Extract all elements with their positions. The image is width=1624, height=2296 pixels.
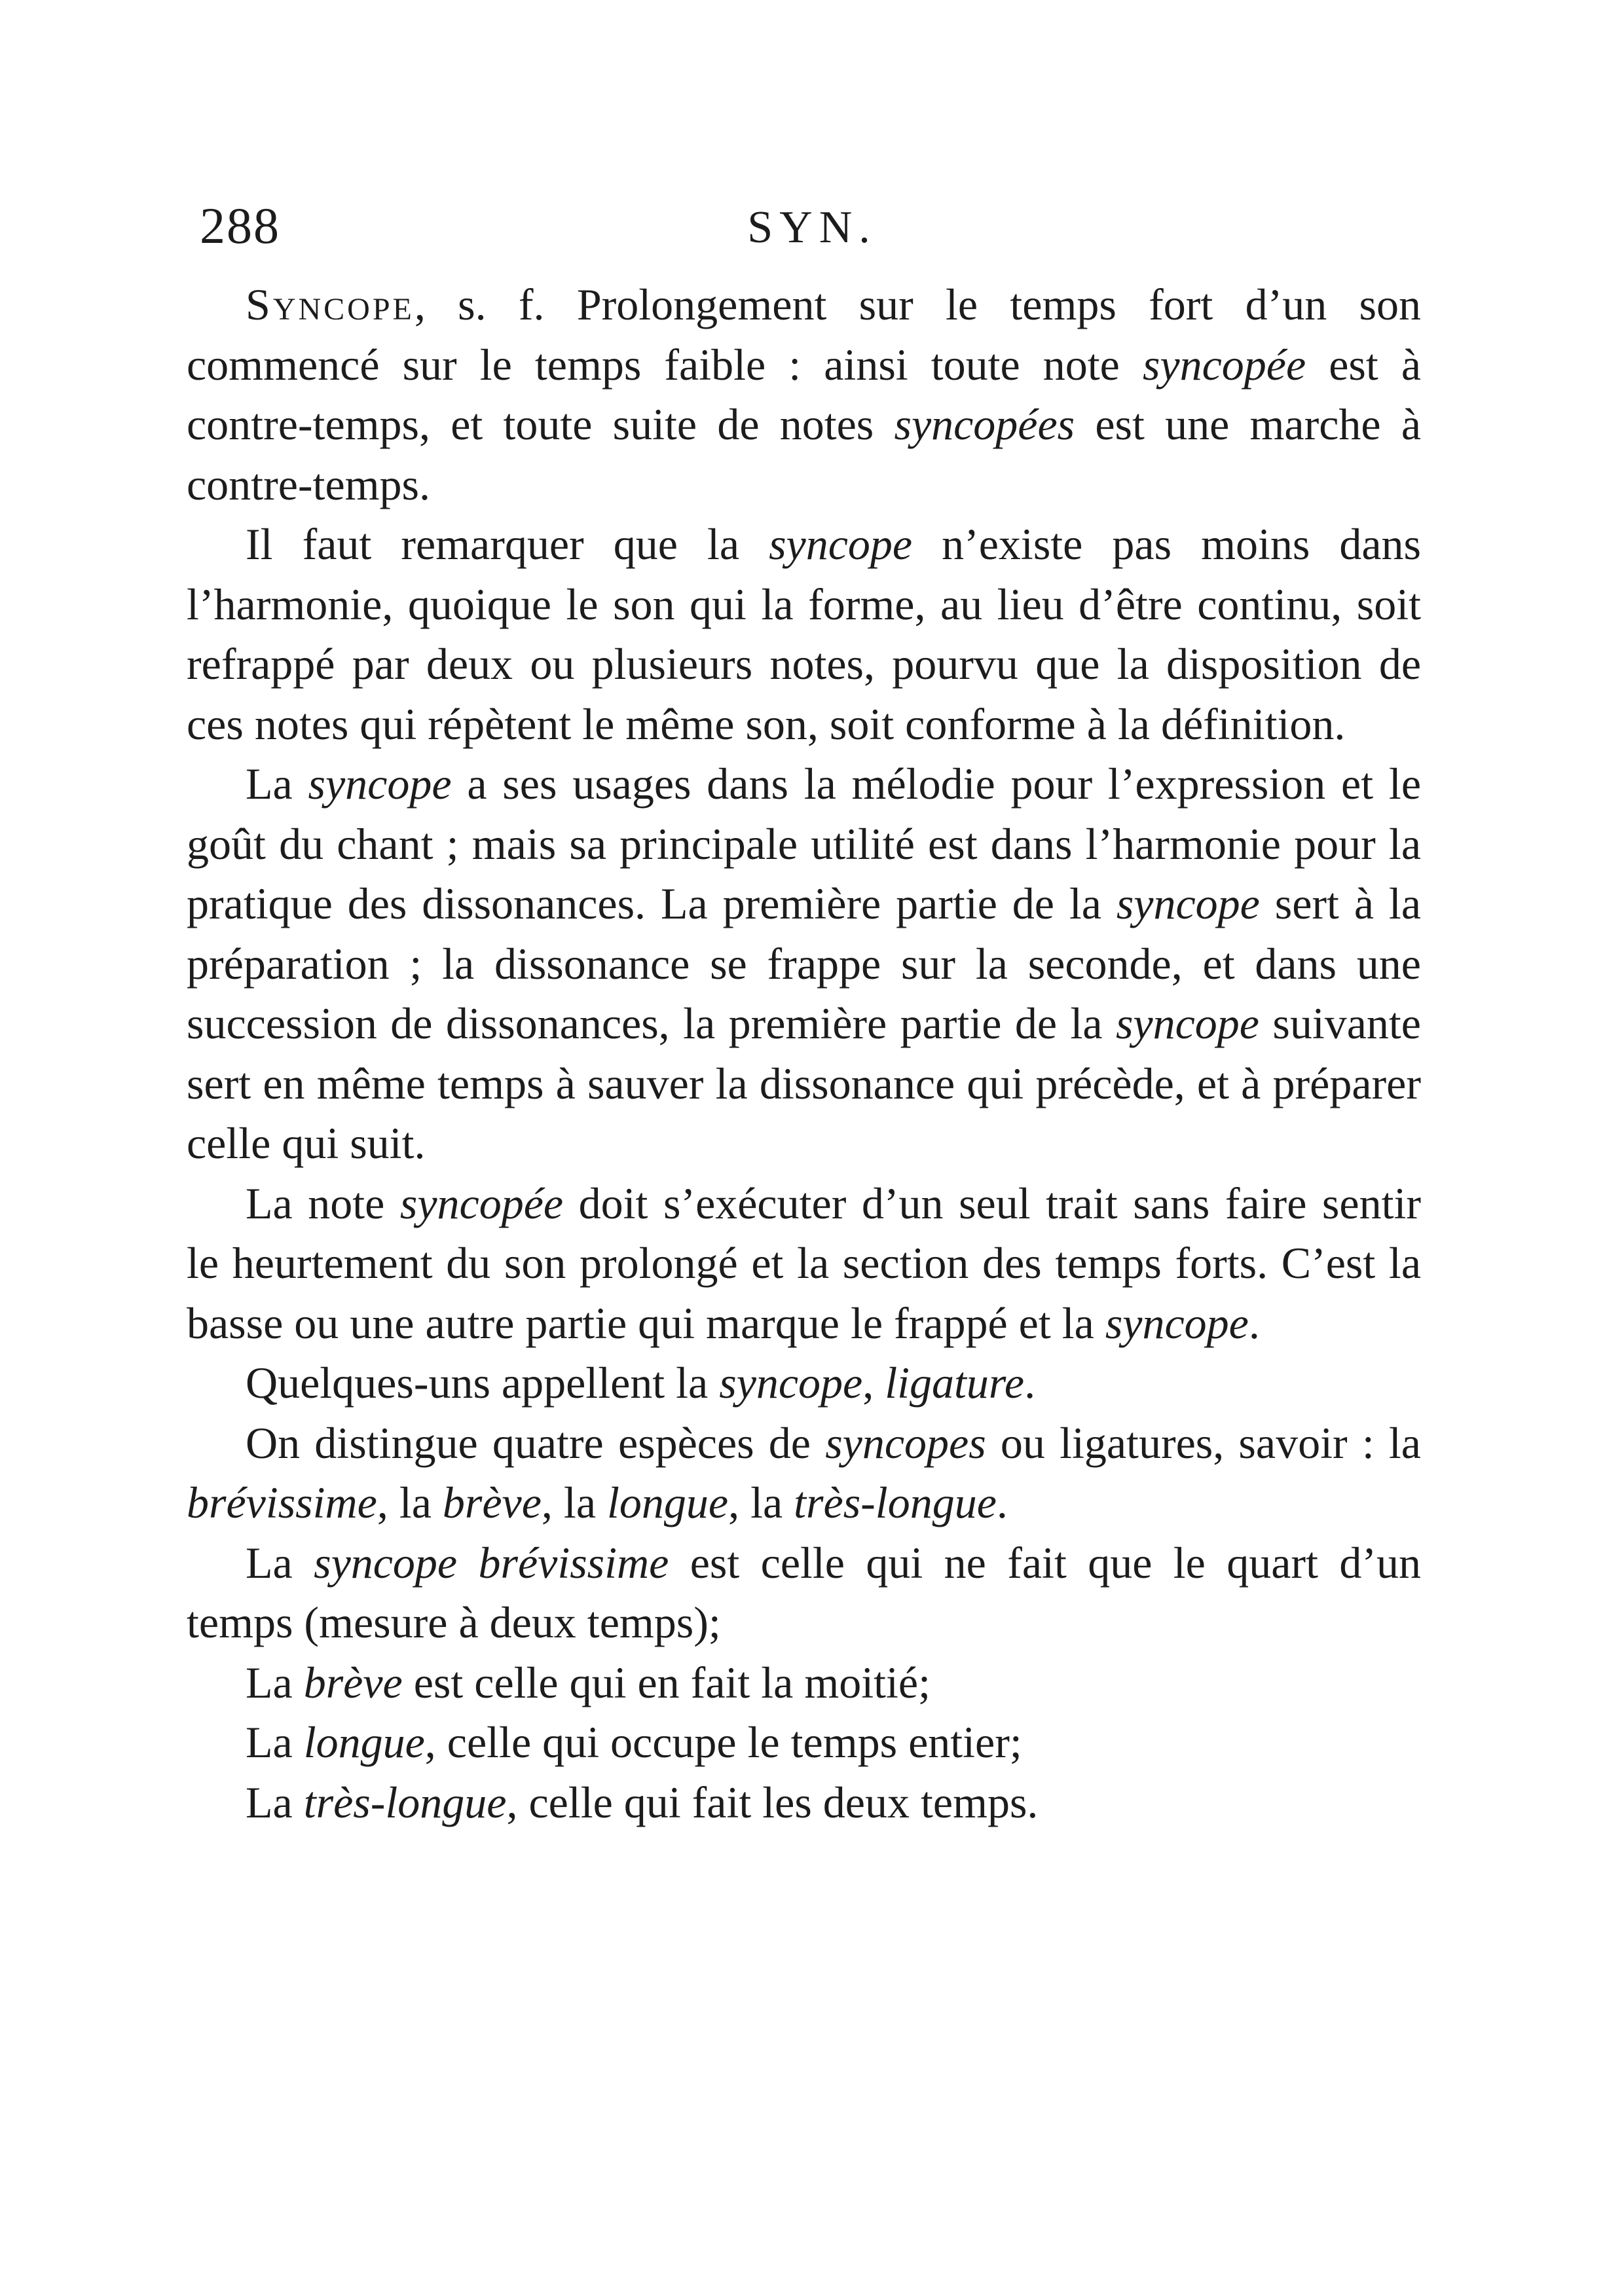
page-header <box>200 196 1424 275</box>
italic-term: syncope <box>1116 879 1260 928</box>
paragraph <box>187 1353 1421 1413</box>
paragraph <box>187 1773 1421 1833</box>
text-run: , s. f. Prolongement sur le temps fort d’un son commencé sur le temps faible : ainsi toute note <box>187 280 1421 390</box>
text-run: . <box>996 1478 1008 1527</box>
running-head: SYN. <box>747 202 877 253</box>
italic-term: syncopes <box>825 1417 986 1468</box>
paragraph <box>187 754 1421 1174</box>
text-run: est celle qui ne fait que le quart d’un temps (mesure à deux temps); <box>187 1537 1422 1647</box>
italic-term: brévissime <box>187 1478 377 1527</box>
text-run: doit s’exécuter d’un seul trait sans faire sentir le heurtement du son prolongé et la section des temps forts. C’est la basse ou une autre partie qui marque le frappé et la <box>187 1178 1421 1348</box>
text-run: La <box>246 1537 314 1588</box>
text-run: . <box>1248 1298 1260 1348</box>
italic-term: syncopée <box>1142 339 1306 390</box>
paragraph <box>187 1713 1421 1773</box>
paragraph <box>187 1653 1421 1713</box>
italic-term: très-longue <box>794 1478 997 1527</box>
italic-term: longue <box>303 1717 425 1767</box>
paragraph <box>187 1174 1421 1354</box>
paragraph <box>187 515 1421 754</box>
text-run: La <box>246 1777 304 1827</box>
text-run: La <box>246 1717 304 1767</box>
italic-term: ligature <box>885 1358 1025 1408</box>
text-run: Il faut remarquer que la <box>246 519 769 569</box>
text-run: , la <box>541 1478 607 1527</box>
text-run: , la <box>728 1478 794 1527</box>
text-run: , celle qui occupe le temps entier; <box>424 1717 1022 1767</box>
italic-term: syncope <box>1115 998 1259 1048</box>
text-run: La <box>246 1657 304 1707</box>
text-run: On distingue quatre espèces de <box>246 1417 826 1468</box>
text-run: est à contre-temps, et toute suite de notes <box>187 339 1422 449</box>
text-run: sert à la préparation ; la dissonance se frappe sur la seconde, et dans une succession de dissonances, la première partie de la <box>187 879 1421 1048</box>
paragraph <box>187 275 1421 515</box>
italic-term: syncope <box>719 1358 863 1408</box>
text-run: La note <box>246 1178 400 1228</box>
text-run: a ses usages dans la mélodie pour l’expression et le goût du chant ; mais sa principale utilité est dans l’harmonie pour la pratique des dissonances. La première partie de la <box>187 759 1421 928</box>
text-run: , la <box>377 1478 443 1527</box>
text-run: , celle qui fait les deux temps. <box>506 1777 1039 1827</box>
italic-term: brève <box>442 1478 542 1527</box>
body-text <box>187 275 1421 1832</box>
italic-term: très-longue <box>303 1777 507 1827</box>
entry-headword: Syncope <box>246 280 415 329</box>
text-run: ou ligatures, savoir : la <box>986 1417 1421 1468</box>
italic-term: syncope <box>769 519 913 569</box>
text-run: La <box>246 759 308 809</box>
italic-term: syncope <box>308 759 452 809</box>
text-run: Quelques-uns appellent la <box>246 1358 720 1408</box>
paragraph <box>187 1413 1421 1533</box>
italic-term: syncopée <box>399 1178 564 1228</box>
text-run: est une marche à contre-temps. <box>187 399 1421 509</box>
text-run: . <box>1024 1358 1036 1408</box>
italic-term: longue <box>607 1478 729 1527</box>
text-run: est celle qui en fait la moitié; <box>402 1657 931 1707</box>
page-number: 288 <box>200 197 280 254</box>
italic-term: syncope brévissime <box>314 1537 669 1588</box>
text-run: suivante sert en même temps à sauver la dissonance qui précède, et à préparer celle qui suit. <box>187 998 1421 1168</box>
italic-term: syncope <box>1105 1298 1249 1348</box>
text-run: , <box>862 1358 885 1408</box>
text-run: n’existe pas moins dans l’harmonie, quoique le son qui la forme, au lieu d’être continu, soit refrappé par deux ou plusieurs notes, pourvu que la disposition de ces notes qui répètent le même son, soit conforme à la définition. <box>187 519 1422 749</box>
paragraph <box>187 1533 1421 1653</box>
italic-term: syncopées <box>894 399 1075 449</box>
italic-term: brève <box>303 1657 403 1707</box>
